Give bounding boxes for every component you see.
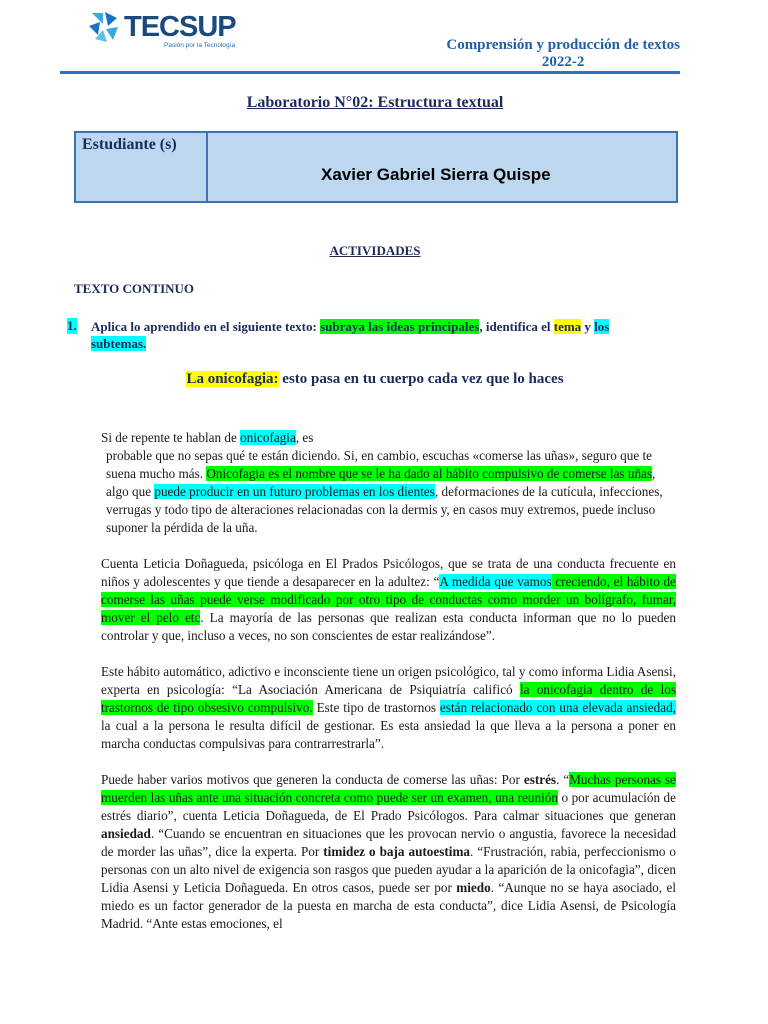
question-number: 1. (67, 318, 77, 333)
paragraph-3: Este hábito automático, adictivo e inconsciente tiene un origen psicológico, tal y como informa Lidia Asensi, experta en psicología: “La Asociación Americana de Psiquiatría calificó la onicofagia dentro de los trastornos de tipo obsesivo compulsivo. Este tipo de trastornos están relacionado con una elevada ansiedad, la cual a la persona le resulta difícil de gestionar. Es esta ansiedad la que lleva a la persona a poner en marcha conductas compulsivas para contrarrestrarla”. (101, 664, 676, 751)
logo-wordmark: TECSUP (124, 11, 236, 43)
highlight-tema: tema (553, 319, 582, 334)
reading-title (0, 371, 750, 388)
activities-heading: ACTIVIDADES (329, 243, 421, 258)
header-divider (60, 71, 680, 74)
reading-text (101, 429, 676, 951)
paragraph-1: Si de repente te hablan de onicofagia, es probable que no sepas qué te están diciendo. Si, en cambio, escuchas «comerse las uñas», seguro que te suena mucho más. Onicofagia es el nombre que se le ha dado al hábito compulsivo de comerse las uñas, algo que puede producir en un futuro problemas en los dientes, deformaciones de la cutícula, infecciones, verrugas y todo tipo de alteraciones relacionadas con la dermis y, en casos muy extremos, puede incluso suponer la pérdida de la uña. (101, 430, 663, 535)
student-label: Estudiante (s) (75, 132, 207, 202)
paragraph-4: Puede haber varios motivos que generen la conducta de comerse las uñas: Por estrés. “Muchas personas se muerden las uñas ante una situación concreta como puede ser un examen, una reunión o por acumulación de estrés diario”, cuenta Leticia Doñagueda, de El Prado Psicólogos. Para calmar situaciones que generan ansiedad. “Cuando se encuentran en situaciones que les provocan nervio o angustia, favorece la necesidad de morder las uñas”, dice la experta. Por timidez o baja autoestima. “Frustración, rabia, perfeccionismo o personas con un alto nivel de exigencia son rasgos que pueden ayudar a la aparición de la onicofagia”, dicen Lidia Asensi y Leticia Doñagueda. En otros casos, puede ser por miedo. “Aunque no se haya asociado, el miedo es un factor generador de la puesta en marcha de esta conducta”, dice Lidia Asensi, de Psicología Madrid. “Ante estas emociones, el (101, 772, 677, 931)
highlight-subtemas: subtemas. (91, 336, 147, 351)
highlight-los: los (594, 319, 610, 334)
section-heading: TEXTO CONTINUO (74, 281, 195, 296)
question-text: Aplica lo aprendido en el siguiente texto: subraya las ideas principales, identifica el tema y los subtemas. (91, 319, 610, 351)
course-header (446, 37, 680, 71)
tecsup-logo (86, 10, 236, 50)
highlight-ideas: subraya las ideas principales (320, 319, 480, 334)
course-name: Comprensión y producción de textos (446, 37, 680, 53)
logo-tagline: Pasión por la Tecnología (164, 42, 236, 49)
student-table (74, 131, 678, 203)
tecsup-logo-mark-icon (86, 10, 120, 44)
reading-title-rest: esto pasa en tu cuerpo cada vez que lo haces (278, 371, 564, 387)
reading-title-highlight: La onicofagia: (186, 371, 279, 387)
course-period: 2022-2 (541, 54, 585, 70)
student-name: Xavier Gabriel Sierra Quispe (207, 132, 677, 202)
paragraph-2: Cuenta Leticia Doñagueda, psicóloga en El Prados Psicólogos, que se trata de una conducta frecuente en niños y adolescentes y que tiende a desaparecer en la adultez: “A medida que vamos creciendo, el hábito de comerse las uñas puede verse modificado por otro tipo de conductas como morder un bolígrafo, fumar, mover el pelo etc. La mayoría de las personas que realizan esta conducta informan que no lo pueden controlar y que, incluso a veces, no son conscientes de estar realizándose”. (101, 556, 676, 643)
page-title: Laboratorio N°02: Estructura textual (246, 94, 504, 111)
